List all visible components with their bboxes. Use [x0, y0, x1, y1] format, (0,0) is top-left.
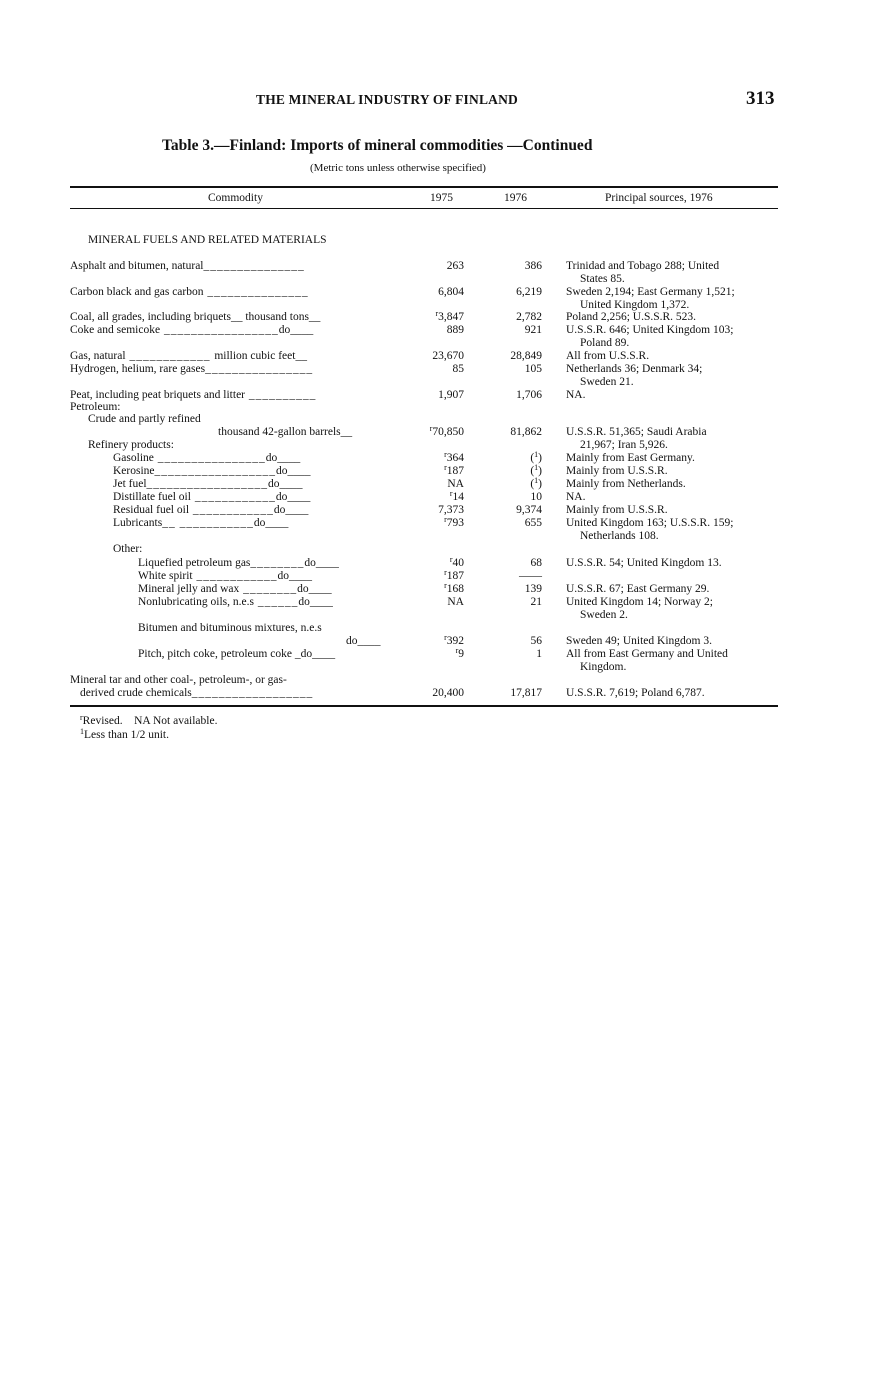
- sources: NA.: [566, 491, 586, 503]
- value-1976: 921: [524, 324, 542, 336]
- sources: Mainly from U.S.S.R.: [566, 465, 668, 477]
- value-1976: 1: [536, 648, 542, 660]
- table-row: derived crude chemicals__________________: [80, 687, 314, 699]
- value-1975: $^r$3,847: [435, 309, 464, 323]
- value-1976: 6,219: [516, 286, 542, 298]
- table-row: White spirit ____________do____: [138, 570, 312, 582]
- header-bottom-rule: [70, 208, 778, 209]
- value-1976: 9,374: [516, 504, 542, 516]
- footnote-revised: $^r$Revised. NA Not available.: [80, 713, 218, 727]
- value-1976: 68: [530, 557, 542, 569]
- value-1975: $^r$793: [444, 515, 464, 529]
- table-bottom-rule: [70, 705, 778, 707]
- value-1975: $^r$9: [455, 646, 464, 660]
- sources: NA.: [566, 389, 586, 401]
- table-row: Coal, all grades, including briquets__ thousand tons__: [70, 311, 321, 323]
- table-row: Mineral jelly and wax ________do____: [138, 583, 332, 595]
- page-number: 313: [746, 88, 775, 109]
- sources: U.S.S.R. 7,619; Poland 6,787.: [566, 687, 705, 699]
- value-1976: 81,862: [510, 426, 542, 438]
- table-row: do____: [346, 635, 381, 647]
- table-row: Lubricants__ ___________do____: [113, 517, 289, 529]
- value-1975: $^r$40: [449, 555, 464, 569]
- value-1975: 1,907: [438, 389, 464, 401]
- table-row: Distillate fuel oil ____________do____: [113, 491, 311, 503]
- value-1975: 20,400: [432, 687, 464, 699]
- table-row: Jet fuel__________________do____: [113, 478, 303, 490]
- table-row: Hydrogen, helium, rare gases________________: [70, 363, 314, 375]
- table-row: Gasoline ________________do____: [113, 452, 301, 464]
- sources: Mainly from Netherlands.: [566, 478, 686, 490]
- sources: U.S.S.R. 67; East Germany 29.: [566, 583, 710, 595]
- sources: Sweden 49; United Kingdom 3.: [566, 635, 712, 647]
- value-1975: $^r$14: [449, 489, 464, 503]
- table-title: Table 3.—Finland: Imports of mineral commodities —Continued: [162, 137, 593, 154]
- value-1975: NA: [447, 596, 464, 608]
- table-subtitle: (Metric tons unless otherwise specified): [310, 162, 486, 174]
- table-row: Carbon black and gas carbon _______________: [70, 286, 309, 298]
- value-1975: NA: [447, 478, 464, 490]
- value-1976: ($^1$): [530, 450, 542, 464]
- table-row-heading: Crude and partly refined: [88, 413, 201, 425]
- value-1976: 21: [530, 596, 542, 608]
- column-header-1976: 1976: [504, 192, 527, 204]
- table-row-heading: Refinery products:: [88, 439, 174, 451]
- value-1975: 7,373: [438, 504, 464, 516]
- table-row: Pitch, pitch coke, petroleum coke _do____: [138, 648, 336, 660]
- value-1976: 386: [524, 260, 542, 272]
- column-header-1975: 1975: [430, 192, 453, 204]
- value-1976: 10: [530, 491, 542, 503]
- value-1976: 139: [524, 583, 542, 595]
- value-1975: 85: [452, 363, 464, 375]
- value-1975: $^r$168: [444, 581, 464, 595]
- value-1976: 655: [524, 517, 542, 529]
- table-row: thousand 42-gallon barrels__: [218, 426, 353, 438]
- sources: All from U.S.S.R.: [566, 350, 650, 362]
- table-row-heading: Other:: [113, 543, 143, 555]
- sources: Trinidad and Tobago 288; United States 85.: [566, 260, 720, 285]
- column-header-commodity: Commodity: [208, 192, 263, 204]
- value-1976: 1,706: [516, 389, 542, 401]
- value-1976: ($^1$): [530, 463, 542, 477]
- value-1976: 17,817: [510, 687, 542, 699]
- sources: Mainly from East Germany.: [566, 452, 695, 464]
- sources: United Kingdom 14; Norway 2; Sweden 2.: [566, 596, 713, 621]
- table-row: Nonlubricating oils, n.e.s ______do____: [138, 596, 333, 608]
- value-1976: 28,849: [510, 350, 542, 362]
- value-1975: 263: [446, 260, 464, 272]
- sources: Sweden 2,194; East Germany 1,521; United Kingdom 1,372.: [566, 286, 735, 311]
- table-row-heading: Mineral tar and other coal-, petroleum-, or gas-: [70, 674, 287, 686]
- sources: Mainly from U.S.S.R.: [566, 504, 668, 516]
- section-heading: MINERAL FUELS AND RELATED MATERIALS: [88, 234, 327, 246]
- value-1975: 6,804: [438, 286, 464, 298]
- value-1975: $^r$187: [444, 568, 464, 582]
- value-1975: $^r$364: [444, 450, 464, 464]
- value-1975: $^r$187: [444, 463, 464, 477]
- table-row: Residual fuel oil ____________do____: [113, 504, 309, 516]
- value-1976: ($^1$): [530, 476, 542, 490]
- table-row-heading: Bitumen and bituminous mixtures, n.e.s: [138, 622, 322, 634]
- value-1975: 889: [446, 324, 464, 336]
- value-1975: 23,670: [432, 350, 464, 362]
- table-row-heading: Petroleum:: [70, 401, 121, 413]
- value-1976: ——: [519, 570, 542, 582]
- sources: U.S.S.R. 54; United Kingdom 13.: [566, 557, 722, 569]
- sources: United Kingdom 163; U.S.S.R. 159; Netherlands 108.: [566, 517, 734, 542]
- value-1976: 2,782: [516, 311, 542, 323]
- table-row: Coke and semicoke _________________do____: [70, 324, 314, 336]
- table-top-rule: [70, 186, 778, 188]
- sources: Poland 2,256; U.S.S.R. 523.: [566, 311, 697, 323]
- table-row: Peat, including peat briquets and litter __________: [70, 389, 317, 401]
- table-row: Kerosine__________________do____: [113, 465, 311, 477]
- table-row: Gas, natural ____________ million cubic feet__: [70, 350, 307, 362]
- sources: U.S.S.R. 51,365; Saudi Arabia 21,967; Iran 5,926.: [566, 426, 707, 451]
- value-1976: 105: [524, 363, 542, 375]
- running-head: THE MINERAL INDUSTRY OF FINLAND: [256, 92, 519, 107]
- column-header-sources: Principal sources, 1976: [605, 192, 713, 204]
- table-row: Liquefied petroleum gas________do____: [138, 557, 339, 569]
- footnote-less-than-half: $^1$Less than 1/2 unit.: [80, 727, 169, 741]
- table-row: Asphalt and bitumen, natural_______________: [70, 260, 305, 272]
- sources: U.S.S.R. 646; United Kingdom 103; Poland 89.: [566, 324, 734, 349]
- value-1975: $^r$70,850: [429, 424, 464, 438]
- value-1976: 56: [530, 635, 542, 647]
- sources: Netherlands 36; Denmark 34; Sweden 21.: [566, 363, 703, 388]
- sources: All from East Germany and United Kingdom.: [566, 648, 728, 673]
- value-1975: $^r$392: [444, 633, 464, 647]
